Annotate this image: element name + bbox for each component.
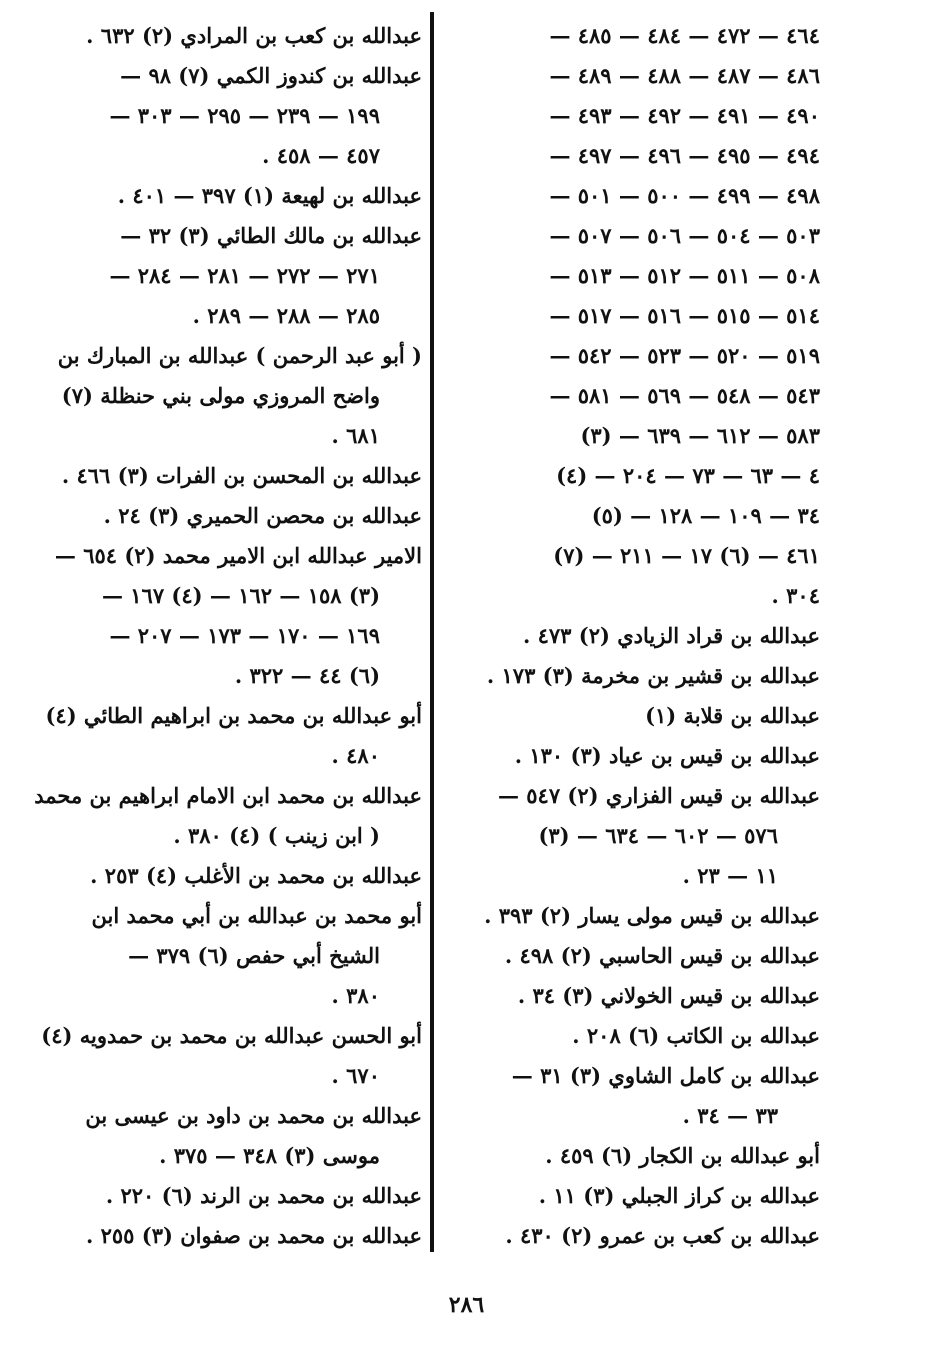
left-column	[34, 16, 422, 1256]
index-line: ٤٨٦ — ٤٨٧ — ٤٨٨ — ٤٨٩ —	[549, 63, 820, 88]
index-line: ٦٨١ .	[331, 423, 380, 448]
index-line: ٥١٤ — ٥١٥ — ٥١٦ — ٥١٧ —	[549, 303, 820, 328]
index-entry: عبدالله بن قيس الحاسبي (٢) ٤٩٨ .	[504, 943, 820, 968]
index-line: واضح المروزي مولى بني حنظلة (٧)	[61, 383, 380, 408]
page-number: ٢٨٦	[448, 1292, 485, 1318]
index-line: ٤٩٨ — ٤٩٩ — ٥٠٠ — ٥٠١ —	[549, 183, 820, 208]
index-line: ٦٧٠ .	[331, 1063, 380, 1088]
index-entry: عبدالله بن كعب بن عمرو (٢) ٤٣٠ .	[505, 1223, 820, 1248]
index-line: ٢٨٥ — ٢٨٨ — ٢٨٩ .	[192, 303, 380, 328]
index-entry: أبو عبدالله بن محمد بن ابراهيم الطائي (٤)	[45, 703, 422, 728]
index-line: ٤٩٤ — ٤٩٥ — ٤٩٦ — ٤٩٧ —	[549, 143, 820, 168]
right-column	[460, 16, 820, 1256]
index-line: (٣) ١٥٨ — ١٦٢ — (٤) ١٦٧ —	[101, 583, 380, 608]
index-entry: عبدالله بن محمد ابن الامام ابراهيم بن محمد	[34, 783, 422, 808]
index-entry: عبدالله بن الكاتب (٦) ٢٠٨ .	[572, 1023, 820, 1048]
index-line: موسى (٣) ٣٤٨ — ٣٧٥ .	[159, 1143, 380, 1168]
index-line: ٣٠٤ .	[771, 583, 820, 608]
index-entry: عبدالله بن قراد الزيادي (٢) ٤٧٣ .	[522, 623, 820, 648]
index-line: ٥٠٣ — ٥٠٤ — ٥٠٦ — ٥٠٧ —	[549, 223, 820, 248]
index-line: ٤٦٤ — ٤٧٢ — ٤٨٤ — ٤٨٥ —	[549, 23, 820, 48]
index-entry: عبدالله بن كعب بن المرادي (٢) ٦٣٢ .	[86, 23, 422, 48]
index-entry: عبدالله بن قيس بن عياد (٣) ١٣٠ .	[514, 743, 820, 768]
index-line: ٢٧١ — ٢٧٢ — ٢٨١ — ٢٨٤ —	[109, 263, 380, 288]
index-line: الشيخ أبي حفص (٦) ٣٧٩ —	[128, 943, 380, 968]
index-line: ٣٣ — ٣٤ .	[682, 1103, 778, 1128]
index-line: ١١ — ٢٣ .	[682, 863, 778, 888]
index-entry: عبدالله بن مالك الطائي (٣) ٣٢ —	[120, 223, 422, 248]
index-line: (٦) ٤٤ — ٣٢٢ .	[234, 663, 380, 688]
index-line: ٥٧٦ — ٦٠٢ — ٦٣٤ — (٣)	[538, 823, 778, 848]
index-entry: عبدالله بن محمد بن داود بن عيسى بن	[85, 1103, 422, 1128]
index-entry: عبدالله بن قشير بن مخرمة (٣) ١٧٣ .	[486, 663, 820, 688]
index-entry: أبو الحسن عبدالله بن محمد بن حمدويه (٤)	[41, 1023, 422, 1048]
index-line: ٥٠٨ — ٥١١ — ٥١٢ — ٥١٣ —	[549, 263, 820, 288]
index-entry: عبدالله بن قلابة (١)	[645, 703, 820, 728]
index-line: ٥٤٣ — ٥٤٨ — ٥٦٩ — ٥٨١ —	[549, 383, 820, 408]
column-divider	[430, 12, 434, 1252]
index-line: ٤٨٠ .	[331, 743, 380, 768]
index-line: ٣٤ — ١٠٩ — ١٢٨ — (٥)	[591, 503, 820, 528]
index-entry: عبدالله بن محمد بن الأغلب (٤) ٢٥٣ .	[90, 863, 422, 888]
index-entry: عبدالله بن المحسن بن الفرات (٣) ٤٦٦ .	[61, 463, 422, 488]
index-line: ٤٦١ — (٦) ١٧ — ٢١١ — (٧)	[553, 543, 820, 568]
index-entry: عبدالله بن قيس الخولاني (٣) ٣٤ .	[517, 983, 820, 1008]
index-entry: عبدالله بن محمد بن الرند (٦) ٢٢٠ .	[105, 1183, 422, 1208]
index-entry: الامير عبدالله ابن الامير محمد (٢) ٦٥٤ —	[54, 543, 422, 568]
index-entry: عبدالله بن قيس مولى يسار (٢) ٣٩٣ .	[484, 903, 820, 928]
index-line: ١٩٩ — ٢٣٩ — ٢٩٥ — ٣٠٣ —	[109, 103, 380, 128]
index-entry: أبو محمد بن عبدالله بن أبي محمد ابن	[91, 903, 422, 928]
index-entry: ( أبو عبد الرحمن ) عبدالله بن المبارك بن	[57, 343, 422, 368]
index-line: ٤٥٧ — ٤٥٨ .	[262, 143, 380, 168]
index-line: ١٦٩ — ١٧٠ — ١٧٣ — ٢٠٧ —	[109, 623, 380, 648]
index-entry: أبو عبدالله بن الكجار (٦) ٤٥٩ .	[545, 1143, 820, 1168]
index-line: ( ابن زينب ) (٤) ٣٨٠ .	[173, 823, 380, 848]
index-entry: عبدالله بن قيس الفزاري (٢) ٥٤٧ —	[497, 783, 820, 808]
index-line: ٥٨٣ — ٦١٢ — ٦٣٩ — (٣)	[580, 423, 820, 448]
index-entry: عبدالله بن لهيعة (١) ٣٩٧ — ٤٠١ .	[117, 183, 422, 208]
index-entry: عبدالله بن محصن الحميري (٣) ٢٤ .	[103, 503, 422, 528]
index-entry: عبدالله بن كامل الشاوي (٣) ٣١ —	[511, 1063, 820, 1088]
index-line: ٤ — ٦٣ — ٧٣ — ٢٠٤ — (٤)	[556, 463, 820, 488]
index-line: ٥١٩ — ٥٢٠ — ٥٢٣ — ٥٤٢ —	[549, 343, 820, 368]
index-line: ٣٨٠ .	[331, 983, 380, 1008]
index-entry: عبدالله بن كراز الجبلي (٣) ١١ .	[538, 1183, 820, 1208]
index-entry: عبدالله بن كندوز الكمي (٧) ٩٨ —	[120, 63, 422, 88]
index-line: ٤٩٠ — ٤٩١ — ٤٩٢ — ٤٩٣ —	[549, 103, 820, 128]
index-entry: عبدالله بن محمد بن صفوان (٣) ٢٥٥ .	[85, 1223, 422, 1248]
